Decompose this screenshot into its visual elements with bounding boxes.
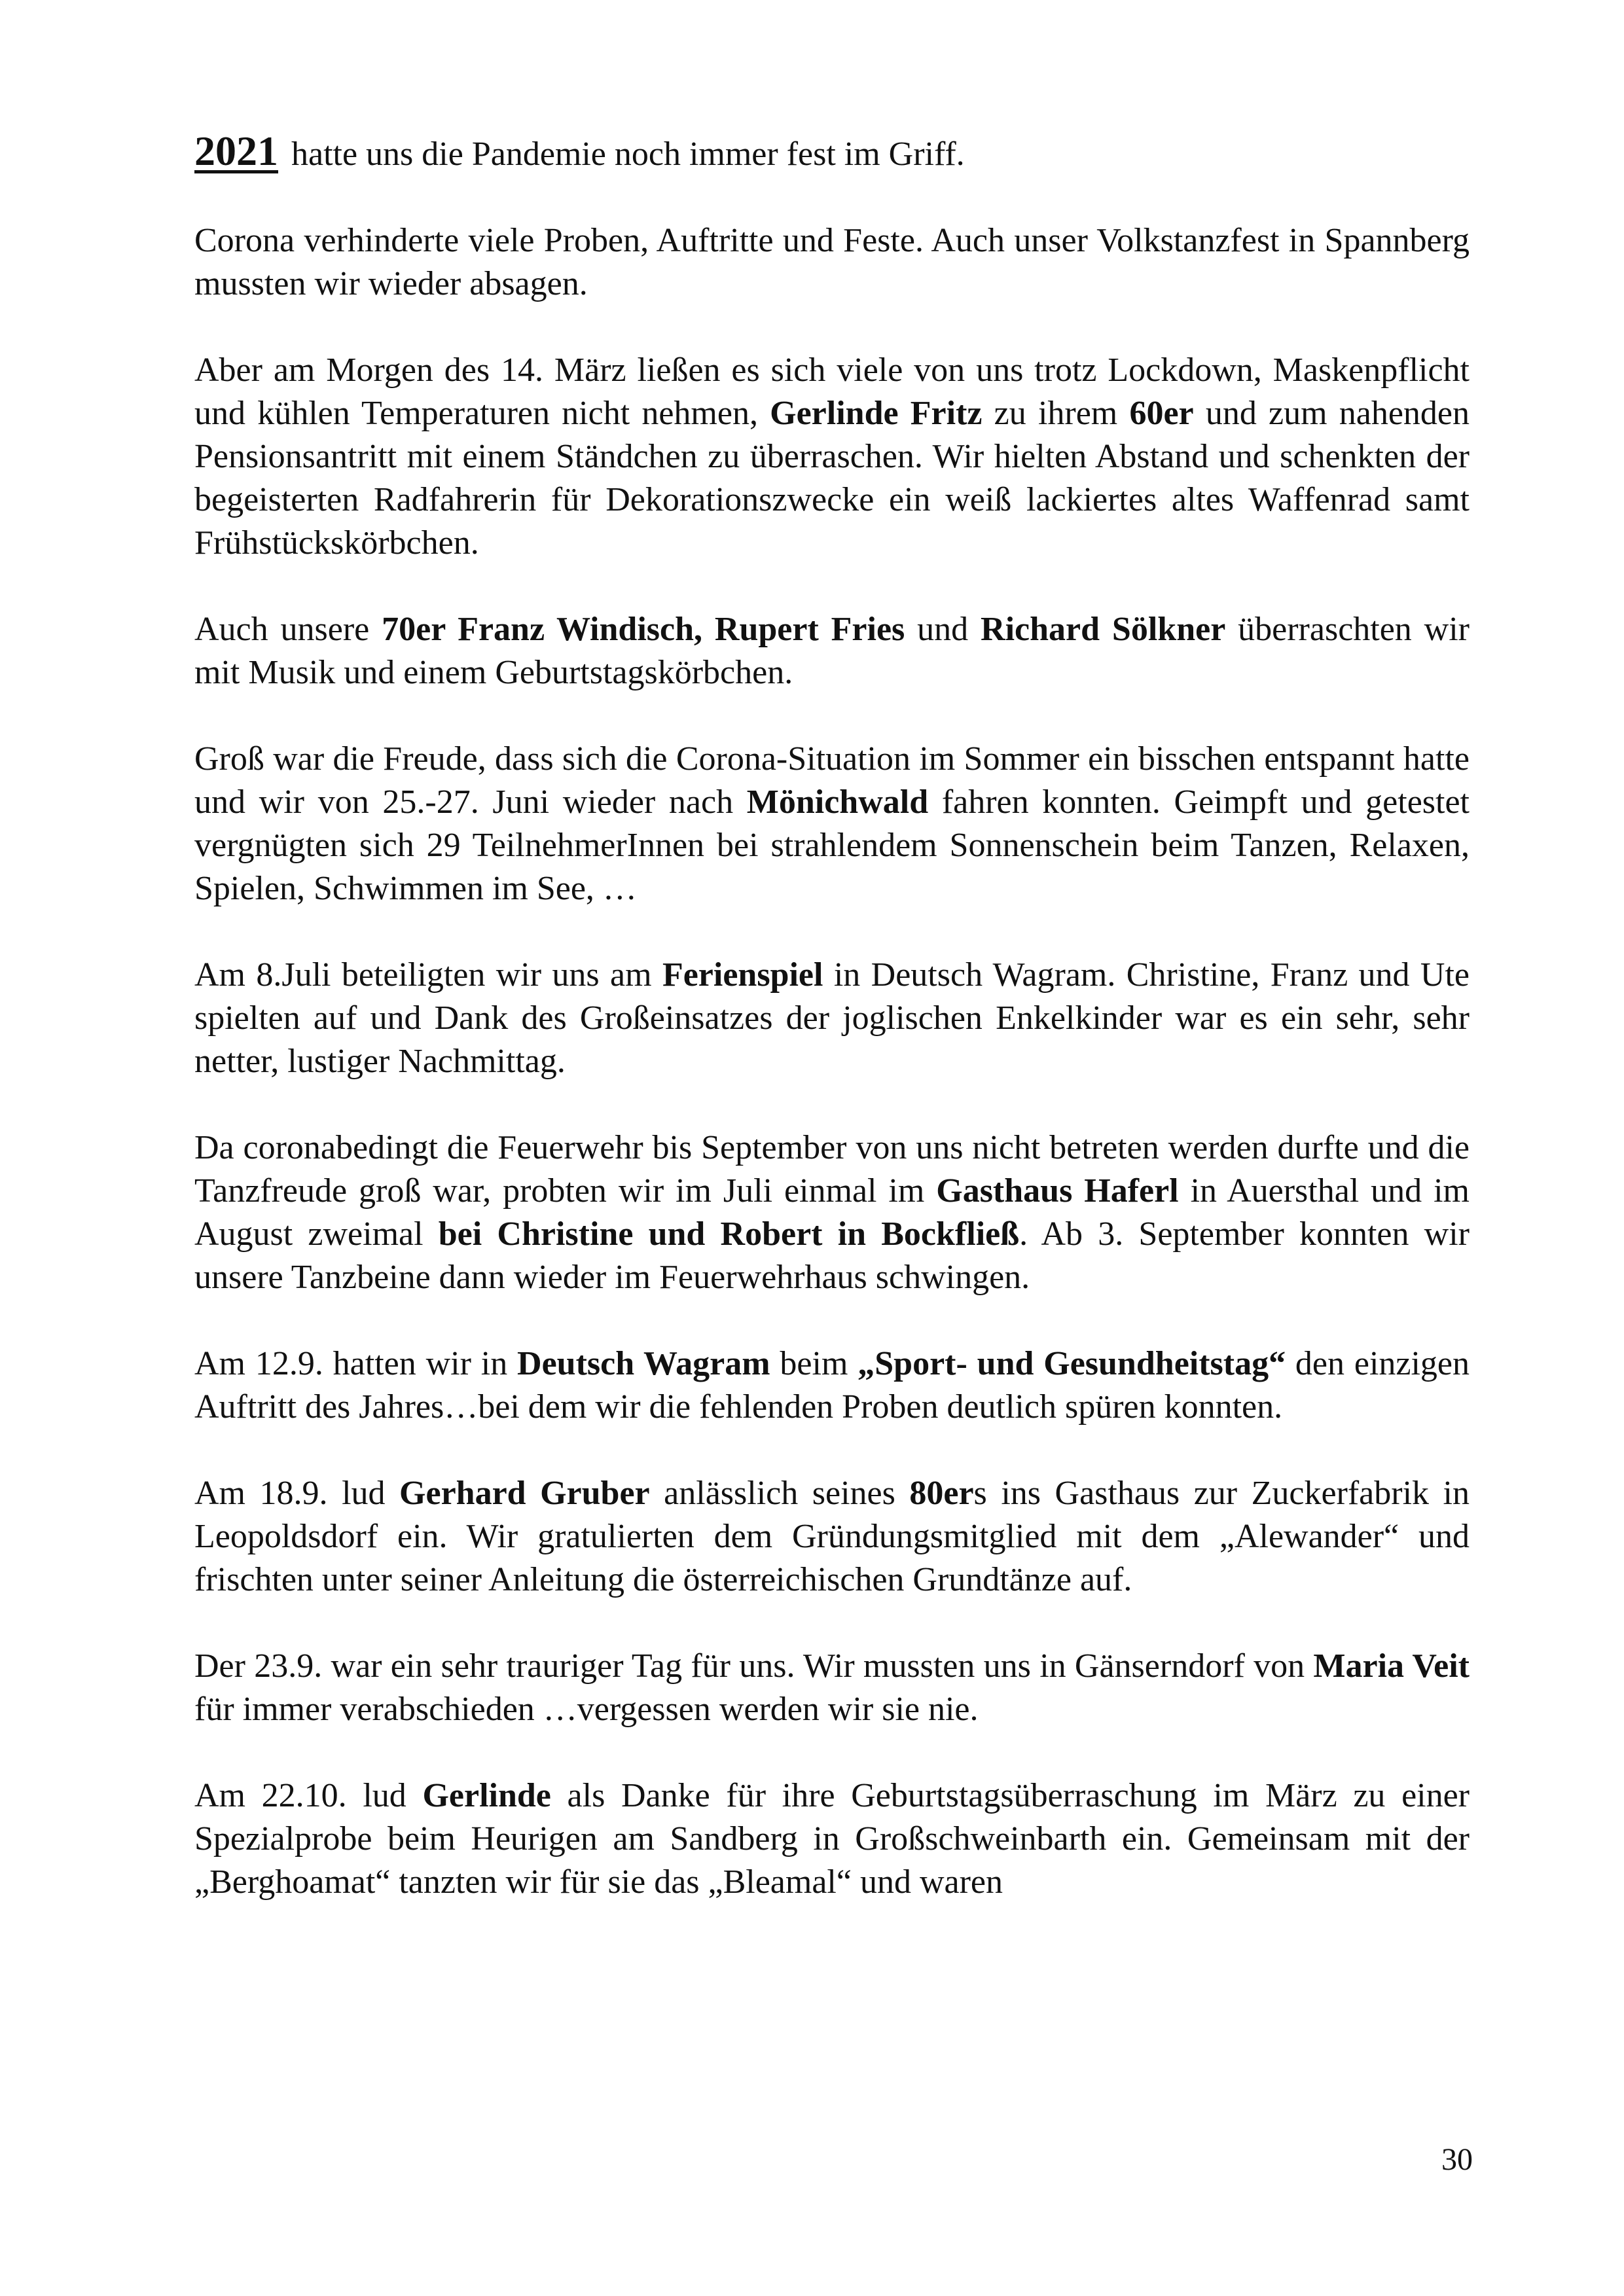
- bold-name: Maria Veit: [1313, 1647, 1470, 1685]
- text-segment: fahren konnten. Geimpft und getestet vergnügten sich 29 TeilnehmerInnen bei strahlendem Sonnenschein beim Tanzen, Relaxen, Spielen, Schwimmen im See, …: [194, 783, 1470, 907]
- text-segment: Groß war die Freude, dass sich die Corona-Situation im Sommer ein bisschen entspannt hatte und wir von 25.-27. Juni wieder nach: [194, 740, 1470, 821]
- paragraph-auftritt: [194, 1342, 1470, 1429]
- text-segment: den einzigen Auftritt des Jahres…bei dem wir die fehlenden Proben deutlich spüren konnten.: [194, 1345, 1470, 1426]
- paragraph-ferienspiel: [194, 954, 1470, 1083]
- bold-place: Deutsch Wagram: [517, 1345, 770, 1382]
- bold-name: Richard Sölkner: [981, 611, 1226, 648]
- text-segment: überraschten wir mit Musik und einem Geburtstagskörbchen.: [194, 611, 1470, 691]
- text-segment: als Danke für ihre Geburtstagsüberraschung im März zu einer Spezialprobe beim Heurigen am Sandberg in Großschweinbarth ein. Gemeinsam mit der „Berghoamat“ tanzten wir für sie das „Bleamal“ und waren: [194, 1777, 1470, 1901]
- text-segment: Am 22.10. lud: [194, 1777, 423, 1814]
- paragraph-intro: [194, 130, 1470, 176]
- text-segment: beim: [770, 1345, 858, 1382]
- text-segment: Da coronabedingt die Feuerwehr bis September von uns nicht betreten werden durfte und die Tanzfreude groß war, probten wir im Juli einmal im: [194, 1129, 1470, 1210]
- paragraph-summer: [194, 738, 1470, 910]
- text-segment: s ins Gasthaus zur Zuckerfabrik in Leopoldsdorf ein. Wir gratulierten dem Gründungsmitglied mit dem „Alewander“ und frischten unter seiner Anleitung die österreichischen Grundtänze auf.: [194, 1475, 1470, 1598]
- bold-place: Mönichwald: [746, 783, 929, 821]
- text-segment: zu ihrem: [982, 395, 1130, 432]
- paragraph-corona: [194, 219, 1470, 306]
- bold-name: 70er Franz Windisch, Rupert Fries: [382, 611, 905, 648]
- text-segment: in Deutsch Wagram. Christine, Franz und Ute spielten auf und Dank des Großeinsatzes der joglischen Enkelkinder war es ein sehr, sehr netter, lustiger Nachmittag.: [194, 956, 1470, 1080]
- paragraph-gerlinde: [194, 1774, 1470, 1904]
- year-heading: 2021: [194, 128, 278, 174]
- page-number: 30: [1441, 2142, 1473, 2177]
- text-segment: Auch unsere: [194, 611, 382, 648]
- document-page: [194, 130, 1470, 1947]
- paragraph-proben: [194, 1126, 1470, 1299]
- text-segment: hatte uns die Pandemie noch immer fest im Griff.: [291, 135, 965, 173]
- bold-place: bei Christine und Robert in Bockfließ: [438, 1215, 1020, 1253]
- text-segment: anlässlich seines: [649, 1475, 910, 1512]
- bold-place: Gasthaus Haferl: [936, 1172, 1179, 1210]
- paragraph-veit: [194, 1645, 1470, 1731]
- text-segment: Am 8.Juli beteiligten wir uns am: [194, 956, 662, 994]
- text-segment: Am 18.9. lud: [194, 1475, 400, 1512]
- paragraph-seventies: [194, 608, 1470, 694]
- text-segment: . Ab 3. September konnten wir unsere Tanzbeine dann wieder im Feuerwehrhaus schwingen.: [194, 1215, 1470, 1296]
- bold-term: 60er: [1129, 395, 1194, 432]
- bold-name: Gerlinde: [422, 1777, 551, 1814]
- bold-term: Ferienspiel: [662, 956, 823, 994]
- text-segment: Am 12.9. hatten wir in: [194, 1345, 518, 1382]
- bold-name: Gerlinde Fritz: [770, 395, 983, 432]
- text-segment: für immer verabschieden …vergessen werden wir sie nie.: [194, 1691, 979, 1728]
- text-segment: in Auersthal und im August zweimal: [194, 1172, 1470, 1253]
- bold-term: 80er: [909, 1475, 974, 1512]
- paragraph-gruber: [194, 1472, 1470, 1602]
- paragraph-march: [194, 349, 1470, 565]
- text-segment: und zum nahenden Pensionsantritt mit einem Ständchen zu überraschen. Wir hielten Abstand und schenkten der begeisterten Radfahrerin für Dekorationszwecke ein weiß lackiertes altes Waffenrad samt Frühstückskörbchen.: [194, 395, 1470, 562]
- text-segment: Corona verhinderte viele Proben, Auftritte und Feste. Auch unser Volkstanzfest in Spannberg mussten wir wieder absagen.: [194, 222, 1470, 302]
- text-segment: Aber am Morgen des 14. März ließen es sich viele von uns trotz Lockdown, Maskenpflicht und kühlen Temperaturen nicht nehmen,: [194, 351, 1470, 432]
- text-segment: und: [905, 611, 981, 648]
- bold-name: Gerhard Gruber: [399, 1475, 650, 1512]
- text-segment: Der 23.9. war ein sehr trauriger Tag für uns. Wir mussten uns in Gänserndorf von: [194, 1647, 1314, 1685]
- bold-event: „Sport- und Gesundheitstag“: [857, 1345, 1286, 1382]
